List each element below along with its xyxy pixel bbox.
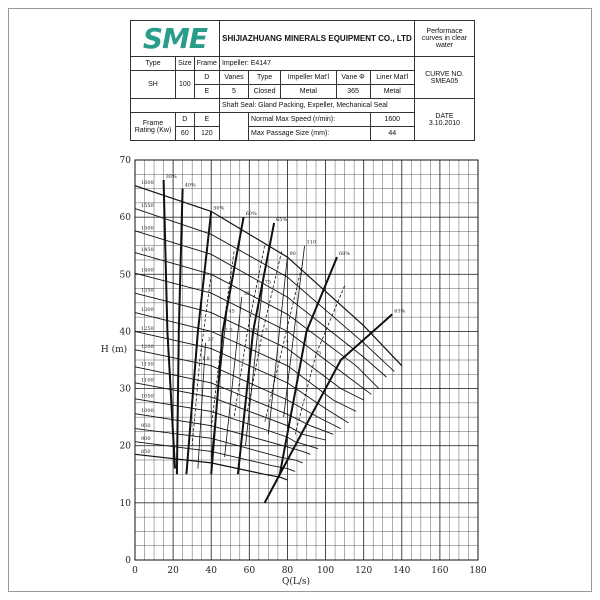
speed-curve-label: 1300 <box>141 307 154 314</box>
power-line <box>243 286 263 446</box>
efficiency-label: 30% <box>165 174 177 180</box>
rating-e-label: E <box>194 113 219 127</box>
x-axis-label: Q(L/s) <box>281 577 311 587</box>
x-tick-label: 120 <box>355 566 373 576</box>
npsh-label: 1.8 <box>201 356 210 362</box>
sme-logo: SME <box>142 22 208 55</box>
speed-curve-label: 1500 <box>141 225 154 232</box>
max-speed-value: 1600 <box>370 113 414 127</box>
max-passage-label: Max Passage Size (mm): <box>249 127 371 141</box>
y-axis-label: H (m) <box>100 345 128 355</box>
x-tick-label: 180 <box>469 566 487 576</box>
col-type: Type <box>131 57 176 71</box>
y-tick-label: 50 <box>119 270 131 281</box>
speed-curve-label: 950 <box>141 423 151 430</box>
col-size: Size <box>176 57 195 71</box>
speed-curve-label: 1100 <box>141 377 154 384</box>
y-tick-label: 0 <box>125 556 131 566</box>
liner-matl-value: Metal <box>370 85 414 99</box>
efficiency-label: 60% <box>245 211 257 218</box>
max-speed-label: Normal Max Speed (r/min): <box>249 113 371 127</box>
speed-curve-label: 1400 <box>141 267 154 274</box>
grid <box>135 160 478 560</box>
col-frame: Frame <box>194 57 219 71</box>
npsh-label: 2.0 <box>224 327 233 334</box>
efficiency-line <box>280 257 337 474</box>
company-name: SHIJIAZHUANG MINERALS EQUIPMENT CO., LTD <box>222 34 412 43</box>
curve-description: Performace curves in clear water <box>421 28 468 49</box>
size-value: 100 <box>176 71 195 99</box>
vanes-label: Vanes <box>219 71 248 85</box>
x-tick-label: 160 <box>431 566 449 576</box>
speed-curve-label: 900 <box>141 436 151 443</box>
x-tick-label: 60 <box>243 566 256 576</box>
npsh-label: 3 <box>264 327 268 334</box>
npsh-label: 5 <box>318 350 322 357</box>
type-label: Type <box>249 71 281 85</box>
speed-curve-label: 850 <box>141 448 151 455</box>
power-label: 75 <box>264 279 272 286</box>
curve-labels <box>141 174 406 455</box>
x-tick-label: 40 <box>205 566 217 576</box>
speed-curve-label: 1250 <box>141 325 154 332</box>
y-tick-label: 30 <box>119 384 131 395</box>
speed-curve <box>135 253 379 389</box>
x-tick-label: 20 <box>167 566 179 576</box>
power-label: 45 <box>228 308 235 315</box>
axes <box>120 156 487 576</box>
vane-dia-value: 365 <box>336 85 370 99</box>
max-passage-value: 44 <box>370 127 414 141</box>
speed-curve-label: 1450 <box>141 247 154 254</box>
speed-curve-label: 1150 <box>141 361 154 368</box>
vanes-value: 5 <box>219 85 248 99</box>
x-tick-label: 0 <box>132 566 138 576</box>
power-label: 90 <box>289 251 296 258</box>
npsh-label: 4 <box>285 338 289 345</box>
rating-e-value: 120 <box>194 127 219 141</box>
power-label: 37 <box>207 336 214 343</box>
speed-curve-label: 1350 <box>141 287 154 294</box>
y-tick-label: 40 <box>119 327 131 338</box>
speed-curve <box>135 367 333 434</box>
power-label: 110 <box>306 239 317 246</box>
frame-e: E <box>194 85 219 99</box>
date-label: DATE <box>435 112 454 120</box>
curve-no-value: SMEA05 <box>430 77 459 85</box>
curve-no-label: CURVE NO. <box>425 70 464 78</box>
x-tick-label: 100 <box>316 566 335 576</box>
x-tick-label: 140 <box>393 566 411 576</box>
frame-d: D <box>194 71 219 85</box>
type-closed: Closed <box>249 85 281 99</box>
rating-d-label: D <box>176 113 195 127</box>
efficiency-label: 65% <box>276 216 288 223</box>
liner-matl-label: Liner Mat'l <box>370 71 414 85</box>
efficiency-label: 50% <box>213 205 225 212</box>
efficiency-label: 40% <box>184 182 196 189</box>
impeller-matl-value: Metal <box>281 85 337 99</box>
speed-curve-label: 1050 <box>141 393 154 400</box>
speed-curve-label: 1200 <box>141 344 154 351</box>
impeller: Impeller: E4147 <box>219 57 414 71</box>
vane-dia-label: Vane Φ <box>336 71 370 85</box>
speed-curve-label: 1600 <box>141 180 154 187</box>
y-tick-label: 60 <box>119 213 131 224</box>
npsh-label: 2.5 <box>249 327 258 334</box>
efficiency-label: 63% <box>394 308 406 315</box>
frame-rating-label: Frame Rating (Kw) <box>131 113 176 141</box>
speed-curve-label: 1550 <box>141 203 154 210</box>
date-value: 3.10.2010 <box>428 119 461 127</box>
power-label: 55 <box>243 291 251 298</box>
shaft-seal: Shaft Seal: Gland Packing, Expeller, Mechanical Seal <box>219 99 414 113</box>
power-line <box>211 314 226 457</box>
x-tick-label: 80 <box>281 566 294 576</box>
y-tick-label: 70 <box>119 156 131 166</box>
rating-d-value: 60 <box>176 127 195 141</box>
speed-curve-label: 1000 <box>141 408 154 415</box>
y-tick-label: 20 <box>119 441 131 452</box>
efficiency-label: 68% <box>338 251 351 258</box>
type-value: SH <box>131 71 176 99</box>
impeller-matl-label: Impeller Mat'l <box>281 71 337 85</box>
y-tick-label: 10 <box>119 498 131 509</box>
